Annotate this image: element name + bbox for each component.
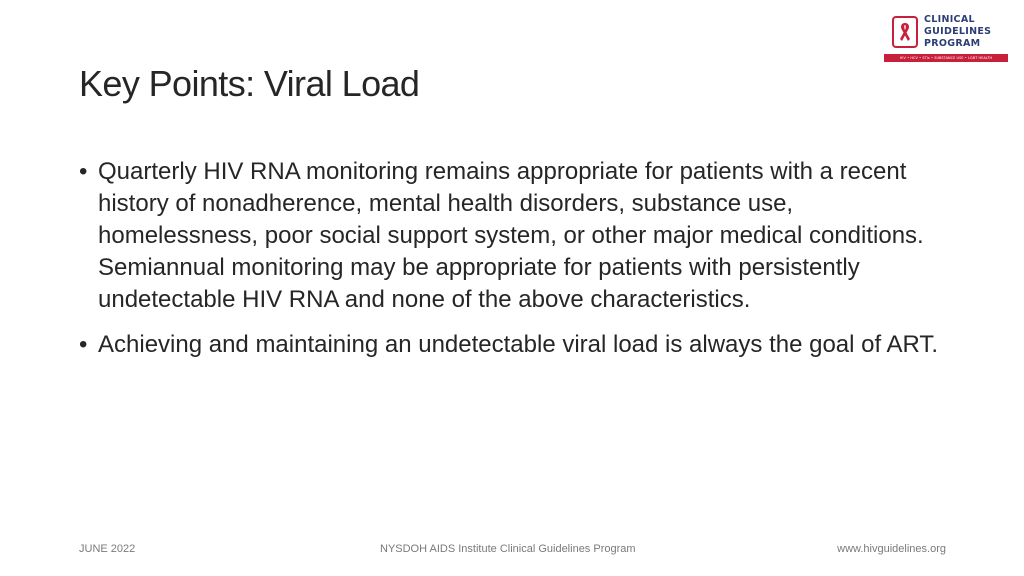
footer-date: JUNE 2022 xyxy=(79,543,136,555)
bullet-text: Achieving and maintaining an undetectable viral load is always the goal of ART. xyxy=(98,331,939,358)
logo-line-guidelines: GUIDELINES xyxy=(924,26,992,37)
bullet-item xyxy=(79,329,949,361)
footer-program: NYSDOH AIDS Institute Clinical Guidelines Program xyxy=(380,543,636,555)
red-ribbon-icon xyxy=(897,21,913,43)
clinical-guidelines-logo[interactable] xyxy=(884,12,1008,66)
bullet-marker: • xyxy=(79,331,88,358)
slide-title: Key Points: Viral Load xyxy=(79,63,420,104)
bullet-marker: • xyxy=(79,158,88,185)
logo-line-program: PROGRAM xyxy=(924,38,981,49)
bullet-item xyxy=(79,156,949,316)
footer-url-link[interactable]: www.hivguidelines.org xyxy=(837,543,946,555)
logo-tagline: HIV • HCV • STIs • SUBSTANCE USE • LGBT HEALTH xyxy=(884,54,1008,62)
bullet-list xyxy=(79,156,949,374)
bullet-text: Quarterly HIV RNA monitoring remains appropriate for patients with a recent history of nonadherence, mental health disorders, substance use, homelessness, poor social support system, or other major medical conditions. Semiannual monitoring may be appropriate for patients with persistently undetectable HIV RNA and none of the above characteristics. xyxy=(98,158,924,313)
logo-wordmark xyxy=(924,14,991,50)
logo-line-clinical: CLINICAL xyxy=(924,14,975,25)
logo-badge xyxy=(892,16,918,48)
